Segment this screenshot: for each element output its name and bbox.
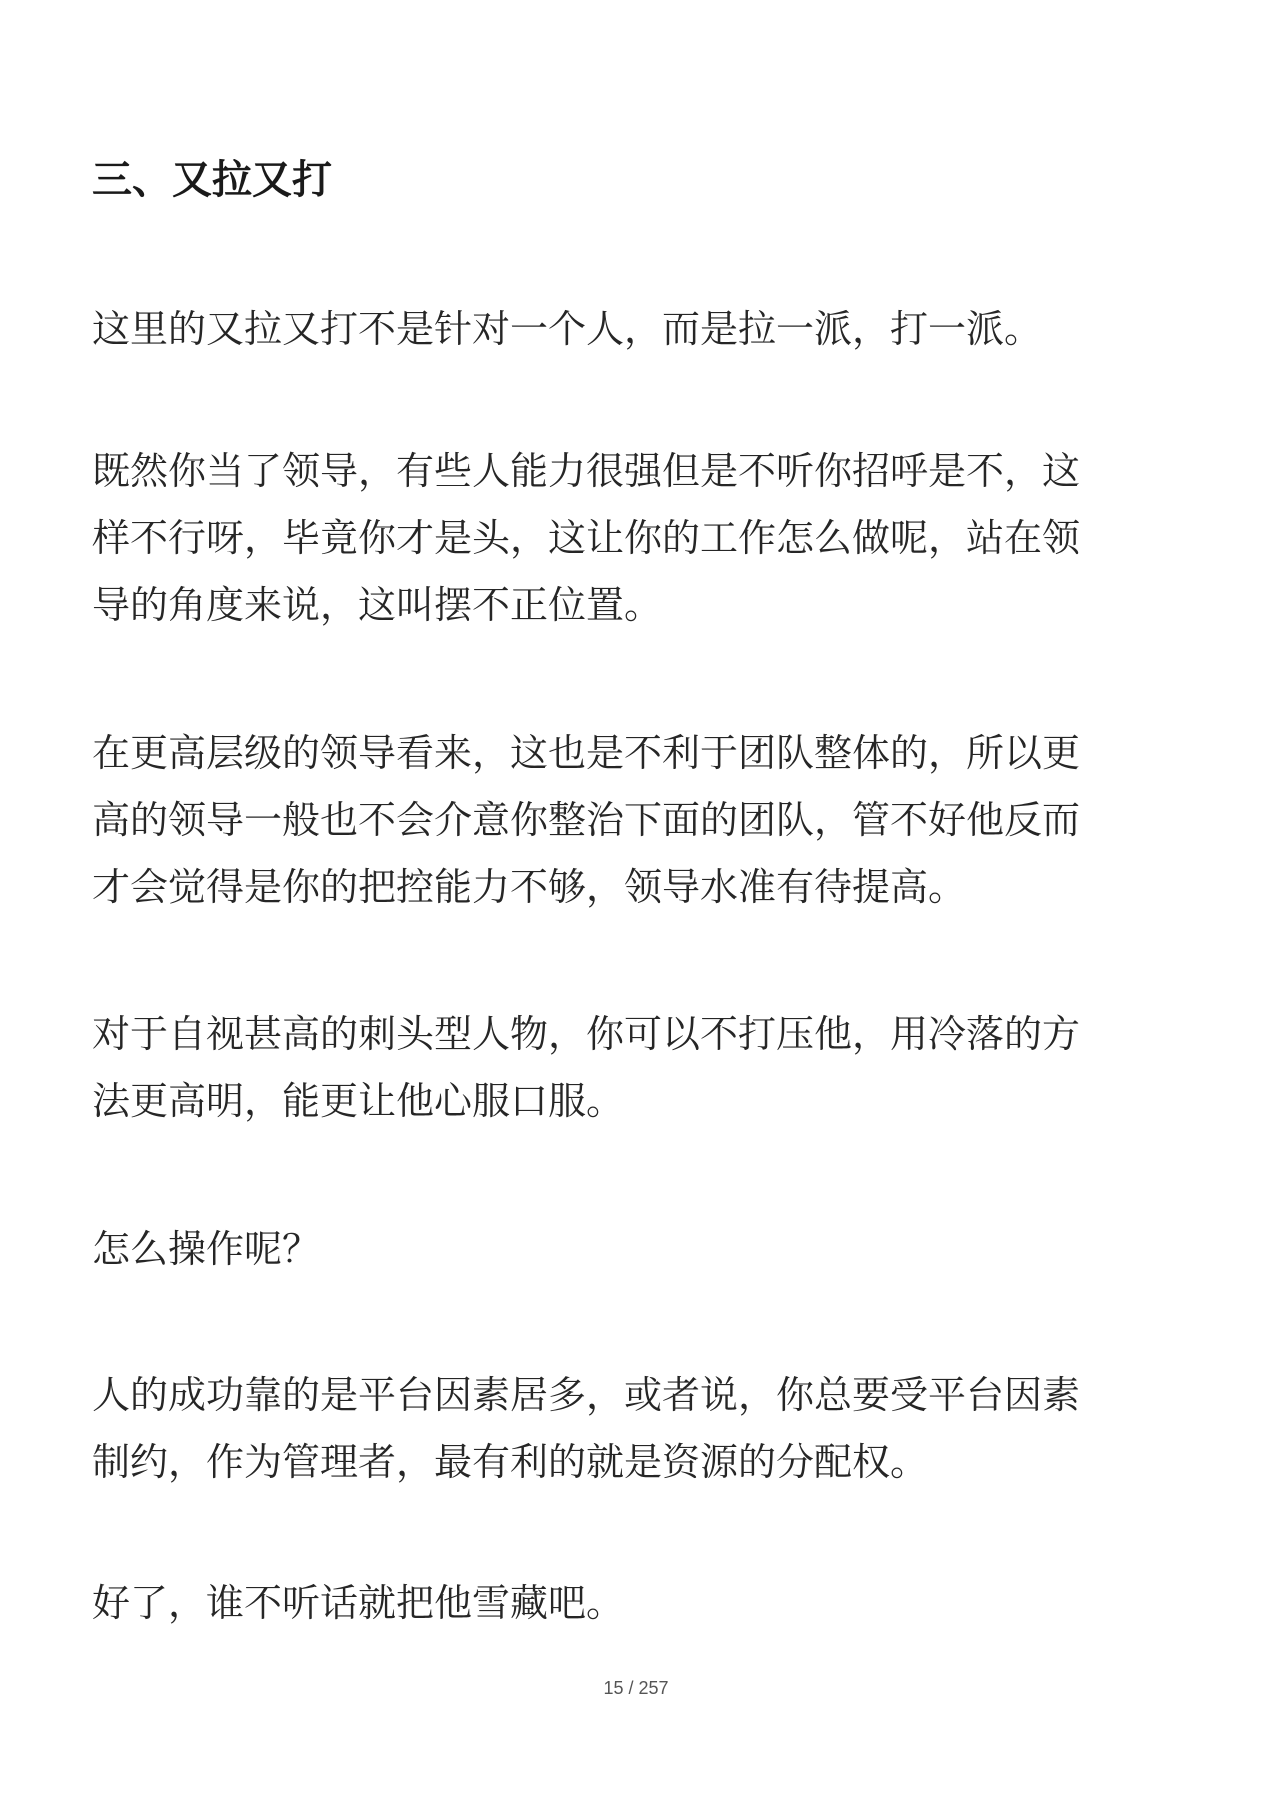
paragraph-line: 这里的又拉又打不是针对一个人，而是拉一派，打一派。: [92, 307, 1043, 351]
paragraph-line: 好了，谁不听话就把他雪藏吧。: [92, 1581, 625, 1625]
paragraph-4: [92, 1001, 1080, 1135]
paragraph-line: 在更高层级的领导看来，这也是不利于团队整体的，所以更: [92, 731, 1081, 775]
page-counter: 15 / 257: [603, 1678, 669, 1698]
paragraph-line: 对于自视甚高的刺头型人物，你可以不打压他，用冷落的方: [92, 1012, 1081, 1056]
paragraph-line: 既然你当了领导，有些人能力很强但是不听你招呼是不，这: [92, 449, 1081, 493]
paragraph-7: [92, 1570, 624, 1637]
section-heading: 三、又拉又打: [92, 157, 332, 203]
paragraph-1: [92, 296, 1042, 363]
paragraph-6: [92, 1362, 1080, 1496]
paragraph-3: [92, 720, 1080, 921]
paragraph-line: 样不行呀，毕竟你才是头，这让你的工作怎么做呢，站在领: [92, 516, 1081, 560]
paragraph-line: 才会觉得是你的把控能力不够，领导水准有待提高。: [92, 865, 967, 909]
paragraph-line: 人的成功靠的是平台因素居多，或者说，你总要受平台因素: [92, 1373, 1081, 1417]
paragraph-line: 制约，作为管理者，最有利的就是资源的分配权。: [92, 1440, 929, 1484]
paragraph-line: 法更高明，能更让他心服口服。: [92, 1079, 625, 1123]
paragraph-2: [92, 438, 1080, 639]
paragraph-line: 高的领导一般也不会介意你整治下面的团队，管不好他反而: [92, 798, 1081, 842]
paragraph-5: [92, 1216, 320, 1283]
paragraph-line: 导的角度来说，这叫摆不正位置。: [92, 583, 663, 627]
paragraph-line: 怎么操作呢？: [92, 1227, 321, 1271]
